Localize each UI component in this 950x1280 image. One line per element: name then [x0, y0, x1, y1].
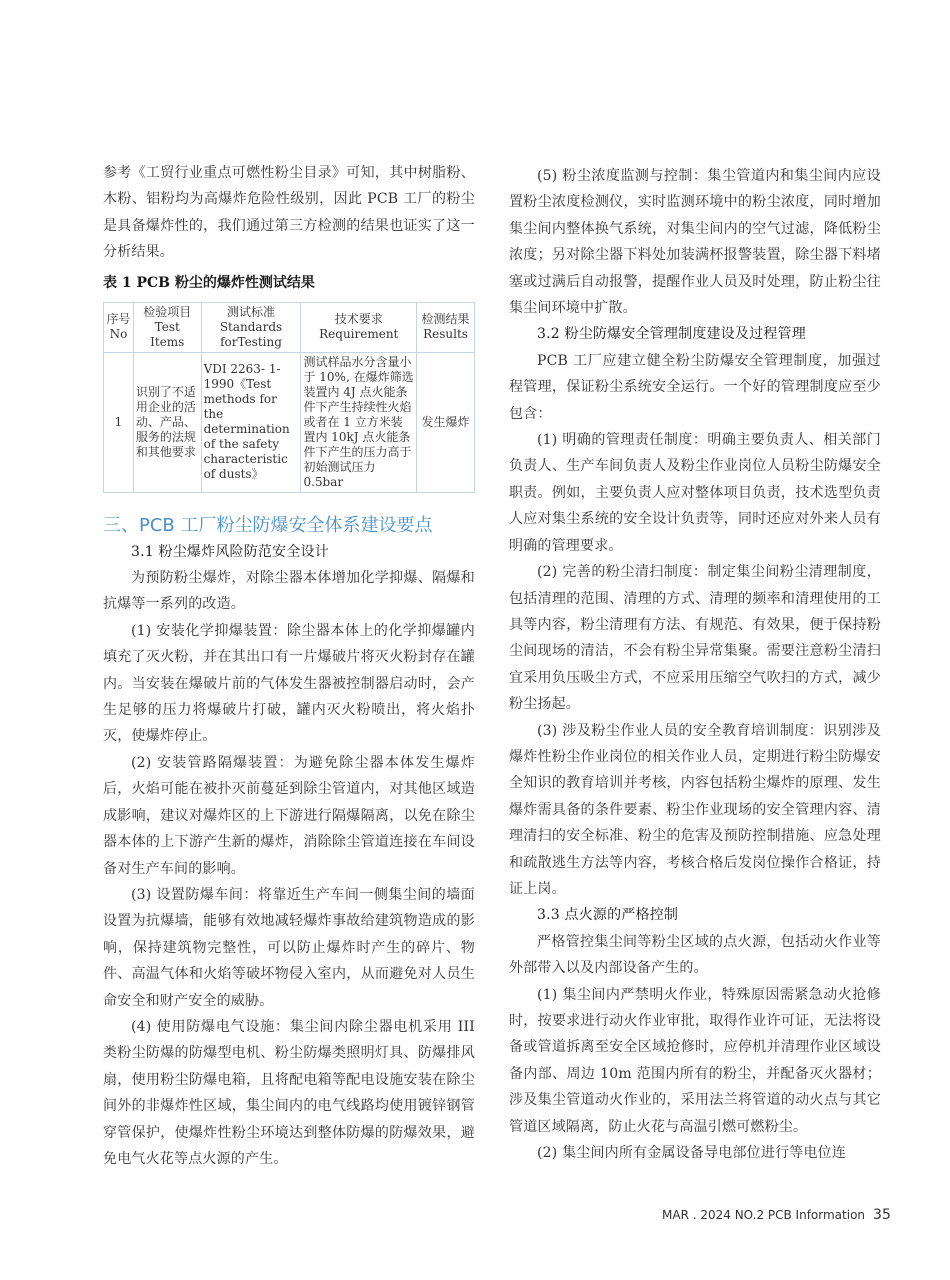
- left-column: [103, 160, 475, 1172]
- paragraph-3-1: 为预防粉尘爆炸，对除尘器本体增加化学抑爆、隔爆和抗爆等一系列的改造。: [103, 570, 475, 613]
- section-3-title: 三、PCB 工厂粉尘防爆安全体系建设要点: [103, 514, 433, 536]
- cell-requirement: 测试样品水分含量小于 10%, 在爆炸筛选装置内 4J 点火能条件下产生持续性火焰或者在 1 立方米装置内 10kJ 点火能条件下产生的压力高于初始测试压力 0.5bar: [301, 352, 417, 492]
- page-footer: [662, 1207, 891, 1229]
- paragraph-3-1-3: (3) 设置防爆车间：将靠近生产车间一侧集尘间的墙面设置为抗爆墙，能够有效地减轻爆炸事故给建筑物造成的影响，保持建筑物完整性，可以防止爆炸时产生的碎片、物件、高温气体和火焰等破坏物侵入室内，从而避免对人员生命安全和财产安全的威胁。: [103, 886, 475, 1009]
- table-header-row: [104, 302, 475, 352]
- paragraph-3-3: 严格管控集尘间等粉尘区域的点火源，包括动火作业等外部带入以及内部设备产生的。: [509, 933, 881, 977]
- subsection-3-2-title: 3.2 粉尘防爆安全管理制度建设及过程管理: [537, 326, 806, 343]
- paragraph-3-3-1: (1) 集尘间内严禁明火作业，特殊原因需紧急动火抢修时，按要求进行动火作业审批，取得作业许可证，无法将设备或管道拆离至安全区域抢修时，应停机并清理作业区域设备内部、周边 10m 范围内所有的粉尘，并配备灭火器材；涉及集尘管道动火作业的，采用法兰将管道的动火点与其它管道区域隔离，防止火花与高温引燃可燃粉尘。: [509, 986, 881, 1135]
- subsection-3-3-title: 3.3 点火源的严格控制: [537, 907, 679, 924]
- paragraph-3-1-4: (4) 使用防爆电气设施：集尘间内除尘器电机采用 III 类粉尘防爆的防爆型电机、粉尘防爆类照明灯具、防爆排风扇，使用粉尘防爆电箱，且将配电箱等配电设施安装在除尘间外的非爆炸性区域，集尘间内的电气线路均使用镀锌钢管穿管保护，使爆炸性粉尘环境达到整体防爆的防爆效果，避免电气火花等点火源的产生。: [103, 1018, 475, 1167]
- right-column: [509, 163, 881, 1166]
- paragraph-3-1-5: (5) 粉尘浓度监测与控制：集尘管道内和集尘间内应设置粉尘浓度检测仪，实时监测环境中的粉尘浓度，同时增加集尘间内整体换气系统，对集尘间内的空气过滤，降低粉尘浓度；另对除尘器下料处加装满杯报警装置，除尘器下料堵塞或过满后自动报警，提醒作业人员及时处理，防止粉尘往集尘间环境中扩散。: [509, 168, 881, 317]
- explosion-test-table: [103, 302, 475, 493]
- paragraph-3-1-2: (2) 安装管路隔爆装置：为避免除尘器本体发生爆炸后，火焰可能在被扑灭前蔓延到除尘管道内，对其他区域造成影响，建议对爆炸区的上下游进行隔爆隔离，以免在除尘器本体的上下游产生新的爆炸，消除除尘管道连接在车间设备对生产车间的影响。: [103, 754, 475, 877]
- paragraph-3-3-2: (2) 集尘间内所有金属设备导电部位进行等电位连: [537, 1145, 847, 1162]
- cell-result: 发生爆炸: [417, 352, 475, 492]
- cell-standard: VDI 2263- 1- 1990《Test methods for the determination of the safety characteristic of dusts》: [201, 352, 301, 492]
- paragraph-3-2: PCB 工厂应建立健全粉尘防爆安全管理制度，加强过程管理，保证粉尘系统安全运行。一个好的管理制度应至少包含：: [509, 352, 881, 422]
- page-number: 35: [873, 1207, 891, 1223]
- paragraph-3-2-1: (1) 明确的管理责任制度：明确主要负责人、相关部门负责人、生产车间负责人及粉尘作业岗位人员粉尘防爆安全职责。例如，主要负责人应对整体项目负责，技术选型负责人应对集尘系统的安全设计负责等，同时还应对外来人员有明确的管理要求。: [509, 432, 881, 554]
- cell-item: 识别了不适用企业的活动、产品、服务的法规和其他要求: [133, 352, 201, 492]
- paragraph-3-2-3: (3) 涉及粉尘作业人员的安全教育培训制度：识别涉及爆炸性粉尘作业岗位的相关作业人员，定期进行粉尘防爆安全知识的教育培训并考核，内容包括粉尘爆炸的原理、发生爆炸需具备的条件要素、粉尘作业现场的安全管理内容、清理清扫的安全标准、粉尘的危害及预防控制措施、应急处理和疏散逃生方法等内容，考核合格后发岗位操作合格证，持证上岗。: [509, 722, 881, 897]
- header-item: 检验项目 Test Items: [133, 302, 201, 352]
- cell-no: 1: [104, 352, 134, 492]
- journal-issue: MAR . 2024 NO.2 PCB Information: [662, 1208, 866, 1222]
- paragraph-intro: 参考《工贸行业重点可燃性粉尘目录》可知，其中树脂粉、木粉、铝粉均为高爆炸危险性级别，因此 PCB 工厂的粉尘是具备爆炸性的，我们通过第三方检测的结果也证实了这一分析结果。: [103, 165, 475, 261]
- table-row: [104, 352, 475, 492]
- subsection-3-1-title: 3.1 粉尘爆炸风险防范安全设计: [131, 543, 329, 560]
- header-standard: 测试标准 Standards forTesting: [201, 302, 301, 352]
- paragraph-3-2-2: (2) 完善的粉尘清扫制度：制定集尘间粉尘清理制度，包括清理的范围、清理的方式、清理的频率和清理使用的工具等内容，粉尘清理有方法、有规范、有效果，便于保持粉尘间现场的清洁，不会有粉尘异常集聚。需要注意粉尘清扫宜采用负压吸尘方式，不应采用压缩空气吹扫的方式，减少粉尘扬起。: [509, 564, 881, 713]
- paragraph-3-1-1: (1) 安装化学抑爆装置：除尘器本体上的化学抑爆罐内填充了灭火粉，并在其出口有一片爆破片将灭火粉封存在罐内。当安装在爆破片前的气体发生器被控制器启动时，会产生足够的压力将爆破片打破，罐内灭火粉喷出，将火焰扑灭，使爆炸停止。: [103, 622, 475, 745]
- table-caption: 表 1 PCB 粉尘的爆炸性测试结果: [103, 274, 315, 291]
- header-requirement: 技术要求 Requirement: [301, 302, 417, 352]
- header-no: 序号 No: [104, 302, 134, 352]
- header-result: 检测结果 Results: [417, 302, 475, 352]
